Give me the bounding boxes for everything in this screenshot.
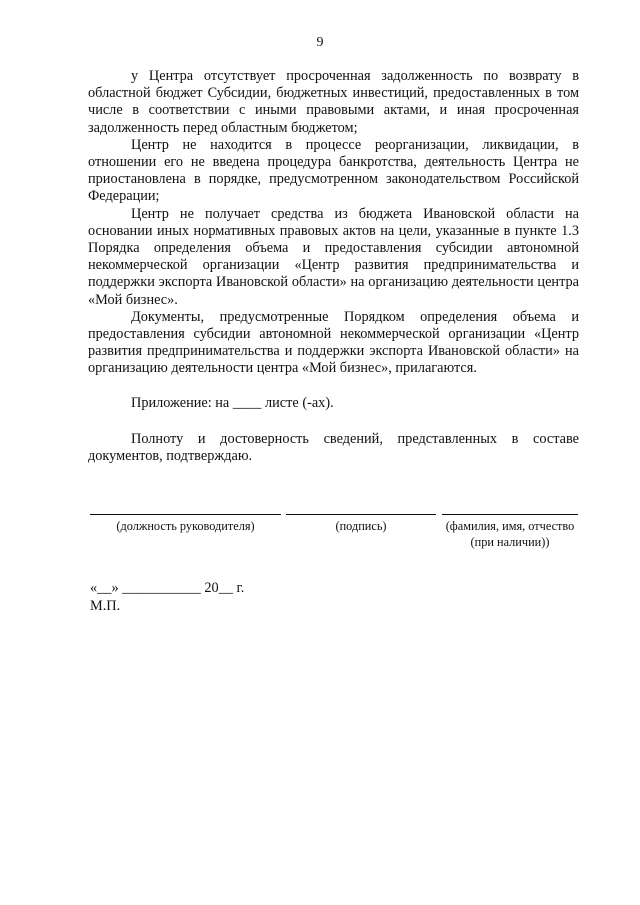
signature-label: (подпись) xyxy=(335,519,387,533)
signature-line xyxy=(286,514,436,534)
name-label: (фамилия, имя, отчество (при наличии)) xyxy=(445,519,575,549)
date-line: «__» ___________ 20__ г. xyxy=(90,580,245,596)
position-label: (должность руководителя) xyxy=(116,519,255,533)
name-signature-line xyxy=(442,514,578,550)
signature-block xyxy=(90,514,580,574)
paragraph-documents-attached: Документы, предусмотренные Порядком определения объема и предоставления субсидии автономной некоммерческой организации «Центр развития предпринимательства и поддержки экспорта Ивановской области» на организацию деятельности центра «Мой бизнес», прилагаются. xyxy=(88,308,579,377)
stamp-placeholder: М.П. xyxy=(90,598,121,614)
paragraph-no-reorganization: Центр не находится в процессе реорганизации, ликвидации, в отношении его не введена процедура банкротства, деятельность Центра не приостановлена в порядке, предусмотренном законодательством Российской Федерации; xyxy=(88,136,579,205)
paragraph-no-debt: у Центра отсутствует просроченная задолженность по возврату в областной бюджет Субсидии, бюджетных инвестиций, предоставленных в том числе в соответствии с иными правовыми актами, и иная просроченная задолженность перед областным бюджетом; xyxy=(88,68,579,136)
appendix-line: Приложение: на ____ листе (-ах). xyxy=(131,394,334,411)
document-body xyxy=(88,68,579,465)
page-number: 9 xyxy=(316,35,324,50)
confirmation-text: Полноту и достоверность сведений, представленных в составе документов, подтверждаю. xyxy=(88,430,579,465)
paragraph-no-other-funds: Центр не получает средства из бюджета Ивановской области на основании иных нормативных правовых актов на цели, указанные в пункте 1.3 Порядка определения объема и предоставления субсидии автономной некоммерческой организации «Центр развития предпринимательства и поддержки экспорта Ивановской области» на организацию деятельности центра «Мой бизнес». xyxy=(88,205,579,308)
position-signature-line xyxy=(90,514,281,534)
